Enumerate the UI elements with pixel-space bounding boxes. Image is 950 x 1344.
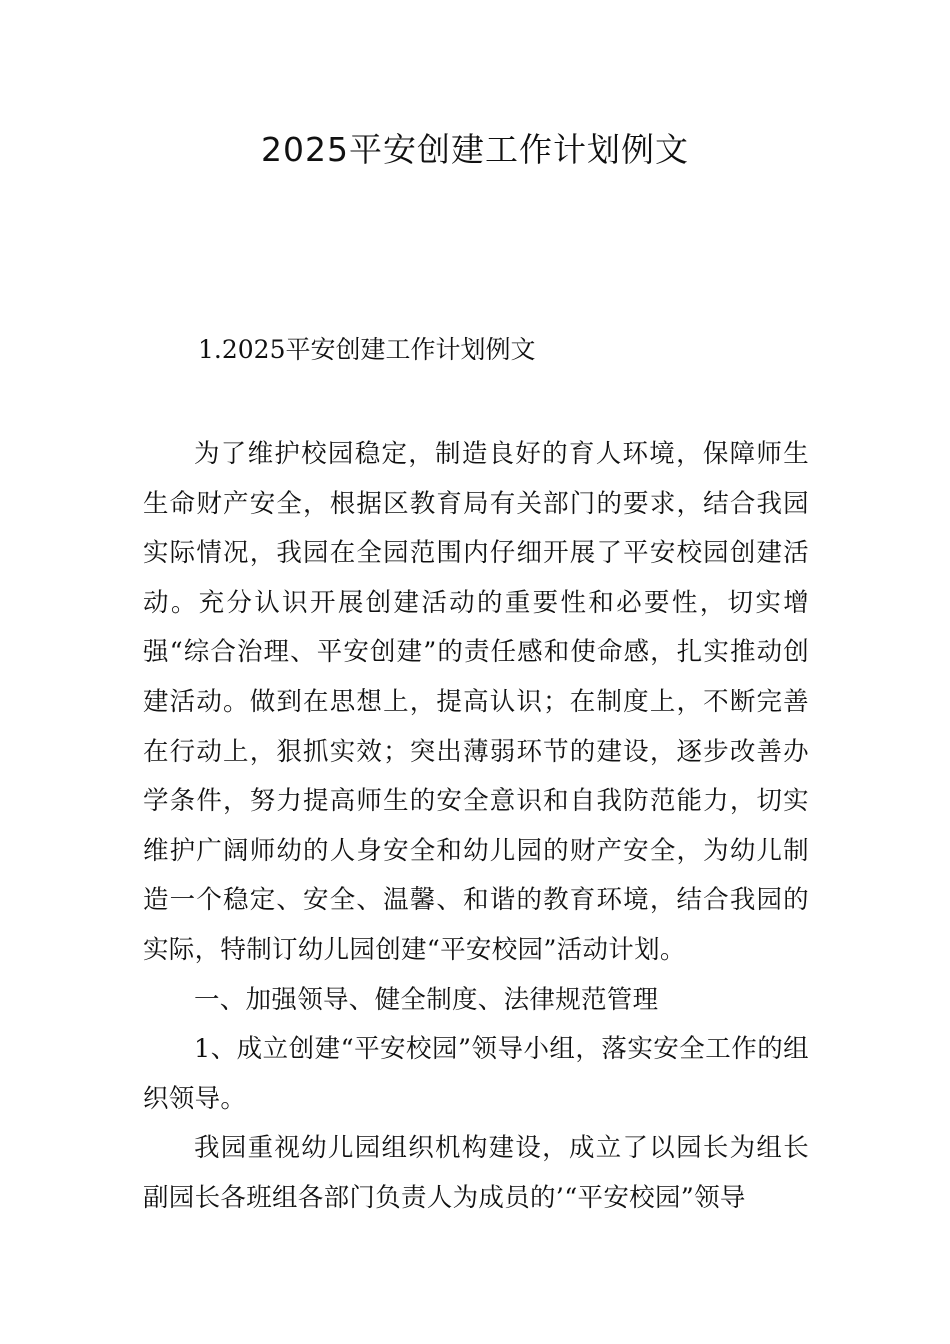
paragraph-organization: 我园重视幼儿园组织机构建设，成立了以园长为组长副园长各班组各部门负责人为成员的’“平安校园”领导 <box>143 1133 809 1213</box>
subsection-heading: 1、成立创建“平安校园”领导小组，落实安全工作的组织领导。 <box>143 1034 809 1114</box>
paragraph-intro: 为了维护校园稳定，制造良好的育人环境，保障师生生命财产安全，根据区教育局有关部门的要求，结合我园实际情况，我园在全园范围内仔细开展了平安校园创建活动。充分认识开展创建活动的重要性和必要性，切实增强“综合治理、平安创建”的责任感和使命感，扎实推动创建活动。做到在思想上，提高认识；在制度上，不断完善在行动上，狠抓实效；突出薄弱环节的建设，逐步改善办学条件，努力提高师生的安全意识和自我防范能力，切实维护广阔师幼的人身安全和幼儿园的财产安全，为幼儿制造一个稳定、安全、温馨、和谐的教育环境，结合我园的实际，特制订幼儿园创建“平安校园”活动计划。 <box>143 439 809 965</box>
document-title: 2025平安创建工作计划例文 <box>261 130 689 169</box>
document-body <box>143 430 809 1224</box>
document-subtitle: 1.2025平安创建工作计划例文 <box>198 335 536 364</box>
section-heading: 一、加强领导、健全制度、法律规范管理 <box>194 984 659 1015</box>
